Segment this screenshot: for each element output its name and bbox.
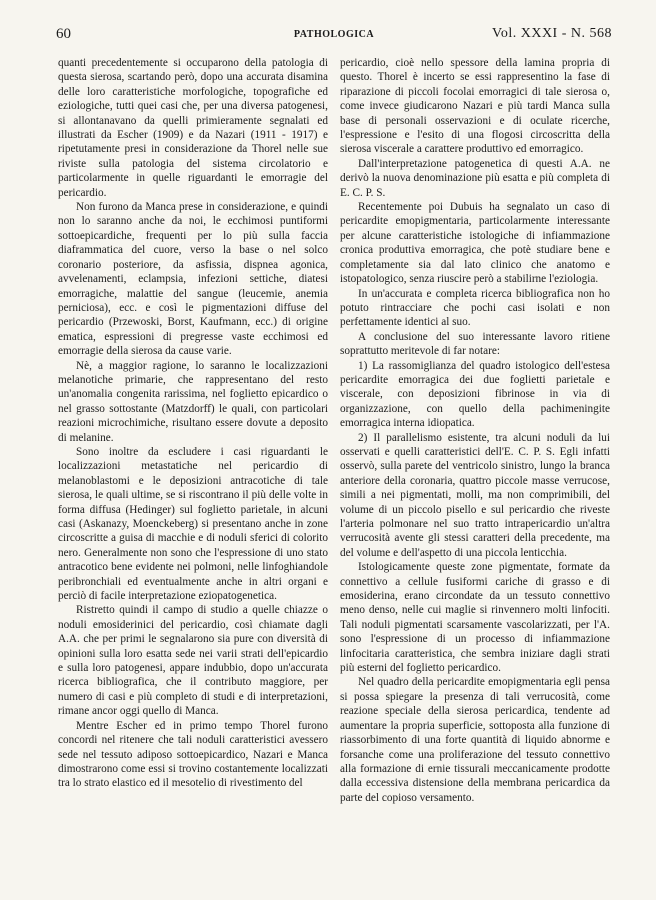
paragraph: Non furono da Manca prese in considerazione, e quindi non lo saranno anche da noi, le ecchimosi puntiformi sottoepicardiche, frequenti per lo più sulla faccia diaframmatica del cuore, verso la base o nel solco coronario posteriore, da asfissia, dispnea agonica, avvelenamenti, eclampsia, infezioni settiche, diatesi emorragiche, malattie del sangue (leucemie, anemia perniciosa), ecc. e così le pigmentazioni diffuse del pericardio (Przewoski, Borst, Kaufmann, ecc.) di origine ematica, espressioni di pregresse vaste ecchimosi ed emorragie della sierosa da cause varie. xyxy=(58,201,328,358)
journal-title: PATHOLOGICA xyxy=(293,29,375,40)
left-column xyxy=(58,56,328,791)
paragraph: pericardio, cioè nello spessore della lamina propria di questo. Thorel è incerto se essi rappresentino la fase di riparazione di piccoli focolai emorragici di tale sierosa o, come invece giudicarono Nazari e più tardi Manca sulla base di personali osservazioni e di oculate ricerche, l'espressione e l'esito di una flogosi circoscritta della sierosa viscerale a carattere produttivo ed emorragico. xyxy=(340,57,610,156)
paragraph: Mentre Escher ed in primo tempo Thorel furono concordi nel ritenere che tali noduli caratteristici avessero sede nel tessuto adiposo sottoepicardico, Nazari e Manca dimostrarono come essi si trovino costantemente localizzati tra lo strato elastico ed il mesotelio di rivestimento del xyxy=(58,719,328,790)
right-column xyxy=(340,56,610,805)
volume-number: Vol. XXXI - N. 568 xyxy=(492,26,612,41)
paragraph: quanti precedentemente si occuparono della patologia di questa sierosa, scartando però, dopo una accurata disamina delle loro caratteristiche morfologiche, topografiche ed eziologiche, tutti quei casi che, per una diversa patogenesi, si allontanavano da quelli primieramente segnalati ed illustrati da Escher (1909) e da Nazari (1911 - 1917) e ripetutamente presi in considerazione da Thorel nelle sue riviste sulla patologia del sistema circolatorio e particolarmente in quelle riguardanti le emorragie del pericardio. xyxy=(58,57,328,199)
paragraph: Recentemente poi Dubuis ha segnalato un caso di pericardite emopigmentaria, particolarmente interessante per alcune caratteristiche istologiche di infiammazione cronica produttiva emorragica, che potè studiare bene e completamente sia dal lato clinico che anatomo e istopatologico, senza riuscire però a stabilirne l'eziologia. xyxy=(340,201,610,286)
page-header xyxy=(56,26,612,46)
paragraph: Istologicamente queste zone pigmentate, formate da connettivo a cellule fusiformi cariche di grasso e di emosiderina, erano circondate da un tessuto connettivo meno denso, nelle cui maglie si rinvennero molti linfociti. Tali noduli pigmentati scarsamente vascolarizzati, per l'A. sono l'espressione di un processo di infiammazione linfocitaria caratteristica, che sembra iniziare dagli strati più esterni del foglietto pericardico. xyxy=(340,561,610,675)
paragraph: Nel quadro della pericardite emopigmentaria egli pensa si possa spiegare la presenza di tali verrucosità, come reazione speciale della sierosa pericardica, tendente ad aumentare la propria superficie, sottoposta alla funzione di riassorbimento di una forte quantità di liquido abnorme e forsanche come una proliferazione del tessuto connettivo alla formazione di ernie tissurali meccanicamente prodotte dalla eccessiva distensione della membrana pericardica da parte del copioso versamento. xyxy=(340,676,610,804)
paragraph: Sono inoltre da escludere i casi riguardanti le localizzazioni metastatiche nel pericardio di melanoblastomi e le deposizioni antracotiche di tale sierosa, le quali ultime, se si riscontrano il più delle volte in forma diffusa (Hedinger) sul foglietto parietale, in alcuni casi (Askanazy, Moenckeberg) si presentano anche in zone circoscritte a guisa di macchie e di noduli sferici di colorito nero. Generalmente non sono che l'espressione di uno stato antracotico bene evidente nei polmoni, nelle linfoghiandole peribronchiali ed eventualmente anche in altri organi e perciò di facile interpretazione eziopatogenetica. xyxy=(58,445,328,603)
paragraph: In un'accurata e completa ricerca bibliografica non ho potuto rintracciare che pochi casi isolati e non perfettamente identici al suo. xyxy=(340,287,610,329)
paragraph: A conclusione del suo interessante lavoro ritiene soprattutto meritevole di far notare: xyxy=(340,330,610,358)
paragraph: Ristretto quindi il campo di studio a quelle chiazze o noduli emosiderinici del pericardio, così chiamate dagli A.A. che per primi le segnalarono sia pure con diversità di opinioni sulla loro esatta sede nei varii strati dell'epicardio e sulla loro patogenesi, appare indubbio, dopo un'accurata ricerca bibliografica, che il contributo maggiore, per numero di casi e più completo di studi e di interpretazioni, rimane ancor oggi quello di Manca. xyxy=(58,604,328,718)
numbered-paragraph: 1) La rassomiglianza del quadro istologico dell'estesa pericardite emorragica dei due foglietti parietale e viscerale, con deposizioni fibrinose in via di organizzazione, con quello della pachimeningite emorragica interna idiopatica. xyxy=(340,359,610,430)
paragraph: Dall'interpretazione patogenetica di questi A.A. ne derivò la nuova denominazione più esatta e più completa di E. C. P. S. xyxy=(340,157,610,199)
page-number: 60 xyxy=(56,26,71,42)
paragraph: Nè, a maggior ragione, lo saranno le localizzazioni melanotiche primarie, che rappresentano del resto un'anomalia congenita rarissima, nel foglietto epicardico o nel grasso sottostante (Matzdorff) le quali, con particolari reazioni microchimiche, risultano essere dovute a deposito di melanine. xyxy=(58,359,328,444)
numbered-paragraph: 2) Il parallelismo esistente, tra alcuni noduli da lui osservati e quelli caratteristici dell'E. C. P. S. Egli infatti osservò, sulla parete del ventricolo sinistro, lungo la branca anteriore della coronaria, quattro piccole masse verrucose, simili a nei pigmentati, molli, ma non comprimibili, del volume di un piccolo pisello e sul pericardio che riveste l'arteria polmonare nel suo tratto intrapericardio un'altra verrucosità avente gli stessi caratteri della precedente, ma del volume e dell'aspetto di una piccola lenticchia. xyxy=(340,431,610,559)
